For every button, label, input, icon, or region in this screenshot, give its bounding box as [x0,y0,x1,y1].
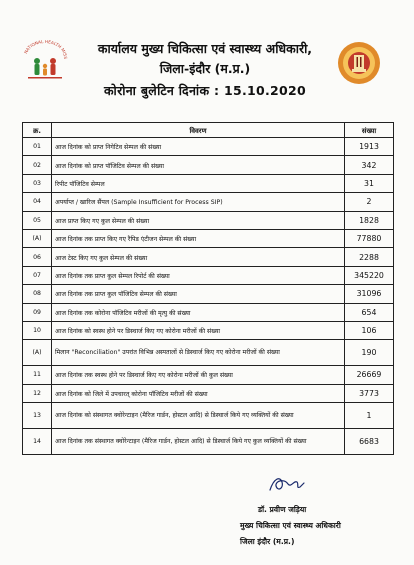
row-serial: 04 [23,193,52,211]
row-description: आज दिनांक तक प्राप्त कुल पॉजिटिव सेम्पल की संख्या [52,285,345,303]
table-row [23,156,394,174]
row-count: 190 [345,340,394,366]
svg-text:NATIONAL HEALTH MISSION [20,40,68,59]
row-count: 26669 [345,366,394,384]
row-serial: 01 [23,138,52,156]
signature-block [240,502,341,550]
row-serial: 09 [23,303,52,321]
madhya-pradesh-emblem [336,40,382,86]
row-count: 654 [345,303,394,321]
table-row [23,211,394,229]
row-serial: 14 [23,429,52,455]
table-row [23,366,394,384]
bulletin-header [70,40,340,100]
officer-location: जिला इंदौर (म.प्र.) [240,537,295,546]
row-count: 3773 [345,384,394,402]
row-description: आज दिनांक को संस्थागत क्वोरेन्टाइन (मैरिज गार्डन, होस्टल आदि) से डिस्चार्ज किये गए व्यक्तियों की संख्या [52,403,345,429]
table-header-row [23,123,394,138]
row-description: आज दिनांक तक कोरोना पॉजिटिव मरीजों की मृत्यु की संख्या [52,303,345,321]
row-serial: 10 [23,321,52,339]
row-serial: 06 [23,248,52,266]
table-row [23,266,394,284]
office-title: कार्यालय मुख्य चिकित्सा एवं स्वास्थ्य अधिकारी, [97,41,313,56]
row-description: आज दिनांक को प्राप्त निगेटिव सेम्पल की संख्या [52,138,345,156]
table-row [23,340,394,366]
row-description: आज दिनांक को प्राप्त पॉजिटिव सेम्पल की संख्या [52,156,345,174]
row-description: अपर्याप्त / खारिज सैंपल (Sample Insufficient for Process SIP) [52,193,345,211]
row-description: आज दिनांक तक स्वस्थ होने पर डिस्चार्ज किए गए कोरोना मरीजों की कुल संख्या [52,366,345,384]
row-count: 106 [345,321,394,339]
table-row [23,138,394,156]
table-row [23,229,394,247]
row-count: 2 [345,193,394,211]
bulletin-table [22,122,394,455]
row-description: आज दिनांक को जिले में उपचारत् कोरोना पॉजिटिव मरीजों की संख्या [52,384,345,402]
row-count: 77880 [345,229,394,247]
bulletin-date-title: कोरोना बुलेटिन दिनांक : 15.10.2020 [103,83,307,98]
officer-designation: मुख्य चिकित्सा एवं स्वास्थ्य अधिकारी [240,521,341,530]
row-description: आज दिनांक तक प्राप्त किए गए रैपिड एंटीजन सेम्पल की संख्या [52,229,345,247]
row-description: रिपीट पॉजिटिव सेम्पल [52,174,345,192]
table-row [23,321,394,339]
logo-arc-text: NATIONAL HEALTH MISS [22,40,69,60]
row-serial: 03 [23,174,52,192]
row-serial: 05 [23,211,52,229]
row-count: 345220 [345,266,394,284]
col-header-serial: क्र. [23,123,52,138]
row-serial: 08 [23,285,52,303]
table-row [23,429,394,455]
col-header-count: संख्या [345,123,394,138]
row-serial: 13 [23,403,52,429]
table-row [23,248,394,266]
handwritten-signature [266,472,308,496]
row-count: 31096 [345,285,394,303]
row-count: 6683 [345,429,394,455]
table-row [23,384,394,402]
row-description: आज दिनांक को स्वस्थ होने पर डिस्चार्ज किए गए कोरोना मरीजों की संख्या [52,321,345,339]
col-header-description: विवरण [52,123,345,138]
national-health-mission-logo [20,40,70,82]
row-count: 31 [345,174,394,192]
row-count: 1 [345,403,394,429]
row-serial: (A) [23,229,52,247]
table-row [23,403,394,429]
row-description: आज प्राप्त किए गए कुल सेम्पल की संख्या [52,211,345,229]
officer-name: डॉ. प्रवीण जड़िया [258,505,307,514]
row-count: 1913 [345,138,394,156]
row-description: आज दिनांक तक प्राप्त कुल सेम्पल रिपोर्ट की संख्या [52,266,345,284]
row-serial: 11 [23,366,52,384]
row-description: आज दिनांक तक संस्थागत क्वोरेन्टाइन (मैरिज गार्डन, होस्टल आदि) से डिस्चार्ज किये गए कुल व्यक्तियों की संख्या [52,429,345,455]
row-count: 1828 [345,211,394,229]
row-serial: 12 [23,384,52,402]
row-count: 342 [345,156,394,174]
table-row [23,285,394,303]
row-count: 2288 [345,248,394,266]
table-row [23,174,394,192]
row-description: आज टेस्ट किए गए कुल सेम्पल की संख्या [52,248,345,266]
row-serial: 07 [23,266,52,284]
row-serial: (A) [23,340,52,366]
table-row [23,193,394,211]
row-serial: 02 [23,156,52,174]
row-description: मिलान "Reconciliation" उपरांत विभिन्न अस्पतालों से डिस्चार्ज किए गए कोरोना मरीजों की संख्या [52,340,345,366]
table-row [23,303,394,321]
district-title: जिला-इंदौर (म.प्र.) [159,61,251,76]
